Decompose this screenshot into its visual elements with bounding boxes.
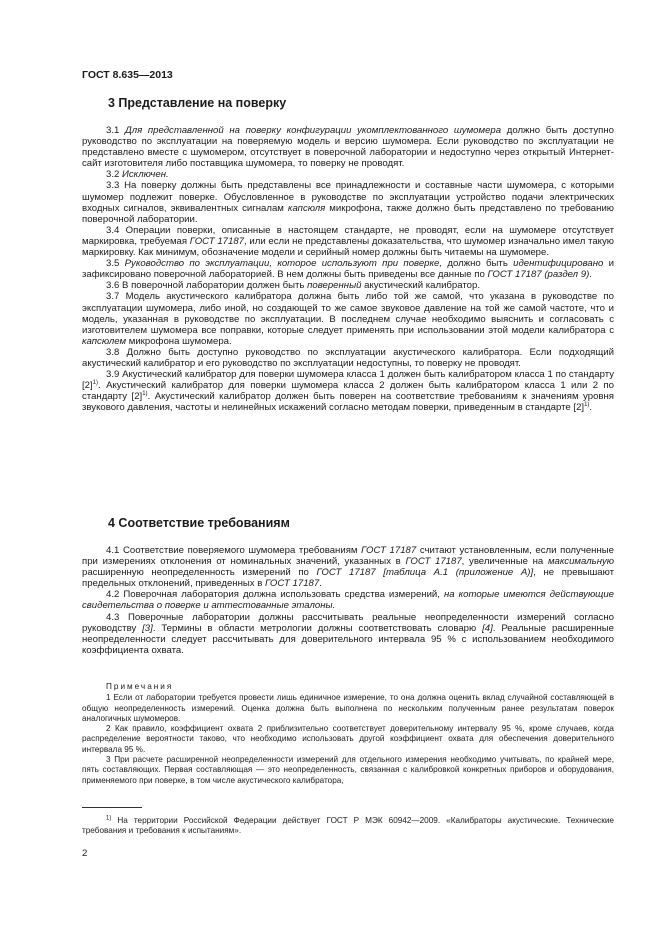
notes-heading: Примечания <box>106 682 174 691</box>
paragraph-3-3: 3.3 На поверку должны быть представлены все принадлежности и составные части шумомера, с которыми шумомер подлежит поверке. Обусловленное в руководстве по эксплуатации устройство подачи электрических входных сигналов, эквивалентных сигналам капсюля микрофона, также должно быть представлено по требованию поверочной лаборатории. <box>82 180 615 225</box>
paragraph-3-1: 3.1 Для представленной на поверку конфигурации укомплектованного шумомера должно быть доступно руководство по эксплуатации на поверяемую модель и версию шумомера. Если руководство по эксплуатации не представлено вместе с шумомером, отсутствует в поверочной лаборатории и недоступно через открытый Интернет-сайт изготовителя либо поставщика шумомера, то поверку не проводят. <box>82 125 614 170</box>
footnote-ref: 1) <box>142 391 148 398</box>
paragraph-3-8: 3.8 Должно быть доступно руководство по эксплуатации акустического калибратора. Если подходящий акустический калибратор и его руководство по эксплуатации недоступны, то поверку не проводят. <box>82 346 614 369</box>
document-code: ГОСТ 8.635—2013 <box>82 69 173 81</box>
note-2: 2 Как правило, коэффициент охвата 2 приблизительно соответствует доверительному интервалу 95 %, кроме случаев, когда распределение вероятности таково, что необходимо использовать другой коэффициент охвата для обеспечения доверительного интервала 95 %. <box>82 724 614 754</box>
footnote-ref: 1) <box>92 379 99 386</box>
footnote-ref: 1) <box>584 402 590 409</box>
paragraph-4-2: 4.2 Поверочная лаборатория должна использовать средства измерений, на которые имеются действующие свидетельства о поверке и аттестованные эталоны. <box>82 589 614 612</box>
section-3-title: 3 Представление на поверку <box>108 96 287 110</box>
paragraph-3-6: 3.6 В поверочной лаборатории должен быть поверенный акустический калибратор. <box>106 280 481 292</box>
section-3-body <box>82 125 614 413</box>
footnote-divider <box>82 807 142 808</box>
paragraph-3-4: 3.4 Операции поверки, описанные в настоящем стандарте, не проводят, если на шумомере отсутствует маркировка, требуемая ГОСТ 17187, или если не представлены доказательства, что шумомер изначально имел такую маркировку. Как минимум, обозначение модели и серийный номер должны быть читаемы на шумомере. <box>82 224 614 259</box>
notes-block <box>82 682 614 786</box>
note-3: 3 При расчете расширенной неопределенности измерений для отдельного измерения необходимо учитывать, по крайней мере, пять составляющих. Первая составляющая — это неопределенность, связанная с калибровкой конкретных приборов и оборудования, применяемого при поверке, в том числе акустического калибратора, <box>82 755 614 785</box>
paragraph-4-3: 4.3 Поверочные лаборатории должны рассчитывать реальные неопределенности измерений согласно руководству [3]. Термины в области метрологии должны соответствовать словарю [4]. Реальные расширенные неопределенности следует рассчитывать для доверительного интервала 95 % с использованием необходимого коэффициента охвата. <box>82 611 614 656</box>
note-1: 1 Если от лаборатории требуется провести лишь единичное измерение, то она должна оценить вклад случайной составляющей в общую неопределенность измерений. Оценка должна быть выполнена по нескольким полученным ранее результатам поверок аналогичных шумомеров. <box>82 693 614 723</box>
paragraph-3-5: 3.5 Руководство по эксплуатации, которое используют при поверке, должно быть идентифицировано и зафиксировано поверочной лабораторией. В нем должны быть приведены все данные по ГОСТ 17187 (раздел 9). <box>82 258 614 281</box>
paragraph-3-2: 3.2 Исключен. <box>106 169 169 181</box>
footnote-mark: 1) <box>106 815 112 822</box>
page-number: 2 <box>82 848 88 859</box>
footnote <box>82 816 614 837</box>
section-4-body <box>82 545 614 656</box>
paragraph-3-9: 3.9 Акустический калибратор для поверки шумомера класса 1 должен быть калибратором класса 1 по стандарту $[2]^{1)}$. Акустический калибратор для поверки шумомера класса 2 должен быть калибратором класса 1 или 2 по стандарту $[2]^{1)}$. Акустический калибратор должен быть поверен на соответствие требованиям к значениям уровня звукового давления, частоты и нелинейных искажений согласно методам поверки, приведенным в стандарте $[2]^{1)}$. <box>82 369 615 414</box>
paragraph-4-1: 4.1 Соответствие поверяемого шумомера требованиям ГОСТ 17187 считают установленным, если полученные при измерениях отклонения от номинальных значений, указанных в ГОСТ 17187, увеличенные на максимальную расширенную неопределенность измерений по ГОСТ 17187 [таблица А.1 (приложение А)], не превышают предельных отклонений, приведенных в ГОСТ 17187. <box>82 545 614 590</box>
footnote-text: На территории Российской Федерации действует ГОСТ Р МЭК 60942—2009. «Калибраторы акустические. Технические требования и требования к испытаниям». <box>82 816 614 836</box>
section-4-title: 4 Соответствие требованиям <box>108 516 290 530</box>
paragraph-3-7: 3.7 Модель акустического калибратора должна быть либо той же самой, что указана в руководстве по эксплуатации шумомера, либо иной, но создающей то же самое звуковое давление на той же самой частоте, что и модель, указанная в руководстве по эксплуатации. В последнем случае необходимо выяснить и согласовать с изготовителем шумомера все поправки, которые следует применять при использовании этой модели калибратора с капсюлем микрофона шумомера. <box>82 291 614 347</box>
